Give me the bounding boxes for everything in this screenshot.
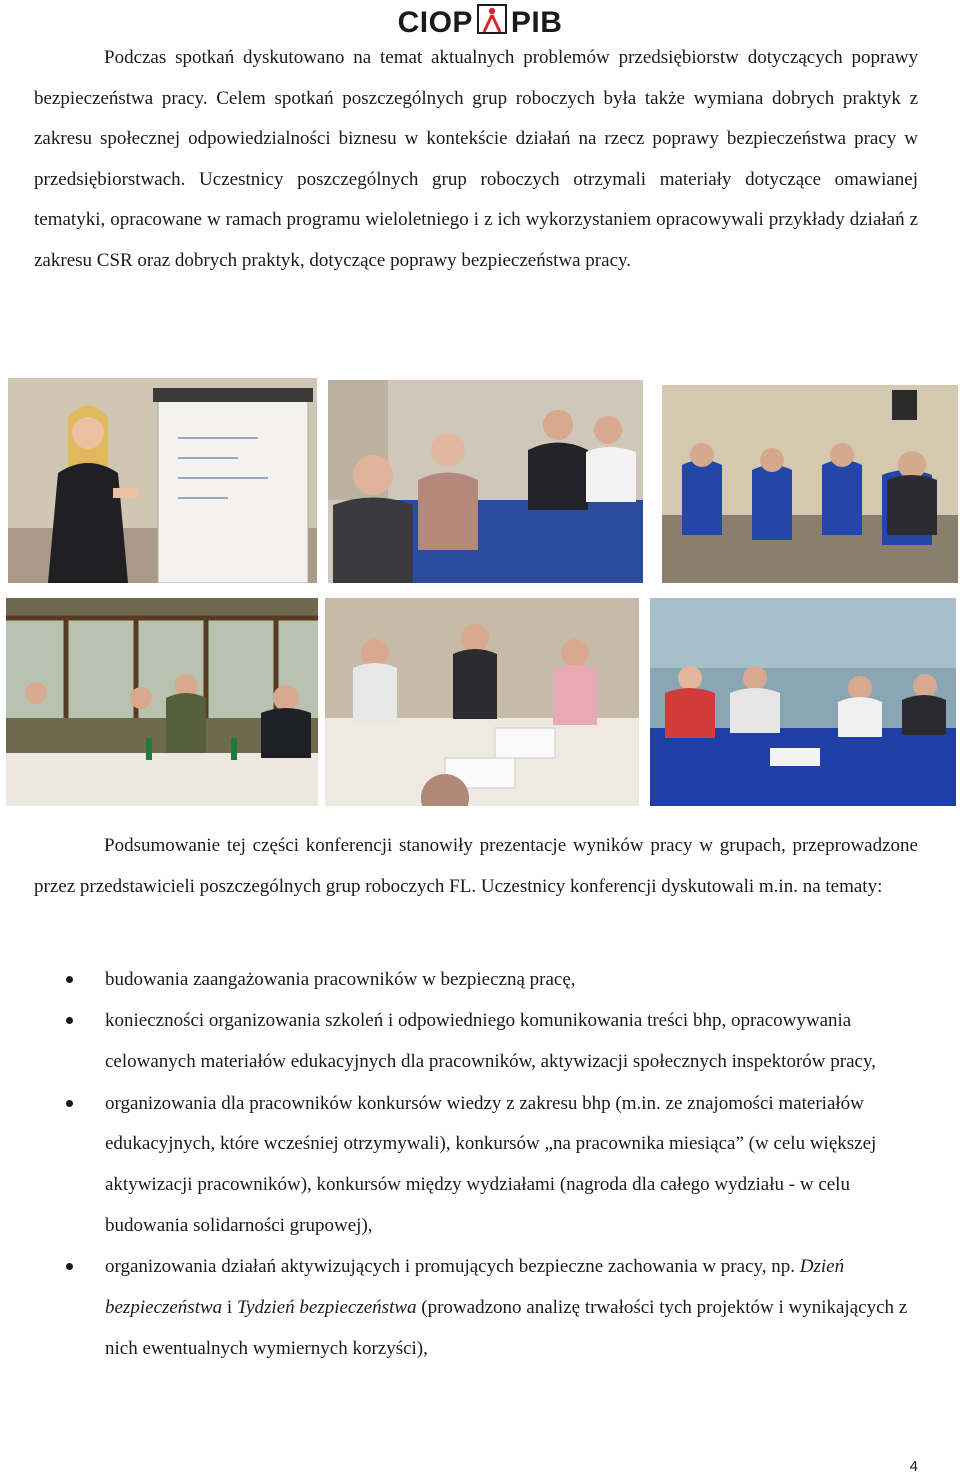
paragraph-summary <box>34 826 918 907</box>
list-item-text: (prowadzono analizę trwałości tych projektów i wynikających z nich ewentualnych wymiernych korzyści), <box>105 1297 908 1359</box>
italic-term-safety-day: Dzień bezpieczeństwa <box>105 1256 845 1319</box>
list-item <box>0 960 960 1001</box>
logo-text-left: CIOP <box>397 6 473 39</box>
list-item <box>0 1084 960 1247</box>
paragraph-meetings-text: Podczas spotkań dyskutowano na temat aktualnych problemów przedsiębiorstw dotyczących poprawy bezpieczeństwa pracy. Celem spotkań poszczególnych grup roboczych była także wymiana dobrych praktyk z zakresu społecznej odpowiedzialności biznesu w kontekście działań na rzecz poprawy bezpieczeństwa pracy w przedsiębiorstwach. Uczestnicy poszczególnych grup roboczych otrzymali materiały dotyczące omawianej tematyki, opracowane w ramach programu wieloletniego i z ich wykorzystaniem opracowywali przykłady działań z zakresu CSR oraz dobrych praktyk, dotyczące poprawy bezpieczeństwa pracy. <box>34 47 918 271</box>
list-item-text: organizowania dla pracowników konkursów wiedzy z zakresu bhp (m.in. ze znajomości materiałów edukacyjnych, które wcześniej otrzymywali), konkursów „na pracownika miesiąca” (w celu większej aktywizacji pracowników), konkursów między wydziałami (nagroda dla całego wydziału - w celu budowania solidarności grupowej), <box>105 1092 877 1236</box>
paragraph-summary-text: Podsumowanie tej części konferencji stanowiły prezentacje wyników pracy w grupach, przeprowadzone przez przedstawicieli poszczególnych grup roboczych FL. Uczestnicy konferencji dyskutowali m.in. na tematy: <box>34 835 918 897</box>
photo-blue-table-meeting <box>650 598 956 806</box>
list-item-text: budowania zaangażowania pracowników w bezpieczną pracę, <box>105 969 576 990</box>
page-number: 4 <box>909 1458 918 1475</box>
italic-term-safety-week: Tydzień bezpieczeństwa <box>236 1297 417 1319</box>
list-item <box>0 1001 960 1083</box>
photo-group-discussion-seated <box>328 380 643 583</box>
photo-table-windows <box>6 598 318 806</box>
list-item-text: i <box>222 1297 237 1319</box>
bullet-icon <box>66 1017 73 1024</box>
bullet-icon <box>66 1263 73 1270</box>
photo-working-table <box>325 598 639 806</box>
bullet-icon <box>66 976 73 983</box>
list-item <box>0 1247 960 1369</box>
list-item-text: konieczności organizowania szkoleń i odpowiedniego komunikowania treści bhp, opracowywania celowanych materiałów edukacyjnych dla pracowników, aktywizacji społecznych inspektorów pracy, <box>105 1010 876 1073</box>
logo-person-icon <box>477 4 507 42</box>
topics-list <box>0 960 960 1370</box>
list-item-text: organizowania działań aktywizujących i promujących bezpieczne zachowania w pracy, np. <box>105 1256 800 1278</box>
logo-text-right: PIB <box>510 6 563 39</box>
photo-circle-meeting <box>662 385 958 583</box>
photo-presenter-flipchart <box>8 378 317 583</box>
ciop-pib-logo <box>0 4 960 38</box>
bullet-icon <box>66 1100 73 1107</box>
paragraph-meetings <box>34 38 918 281</box>
